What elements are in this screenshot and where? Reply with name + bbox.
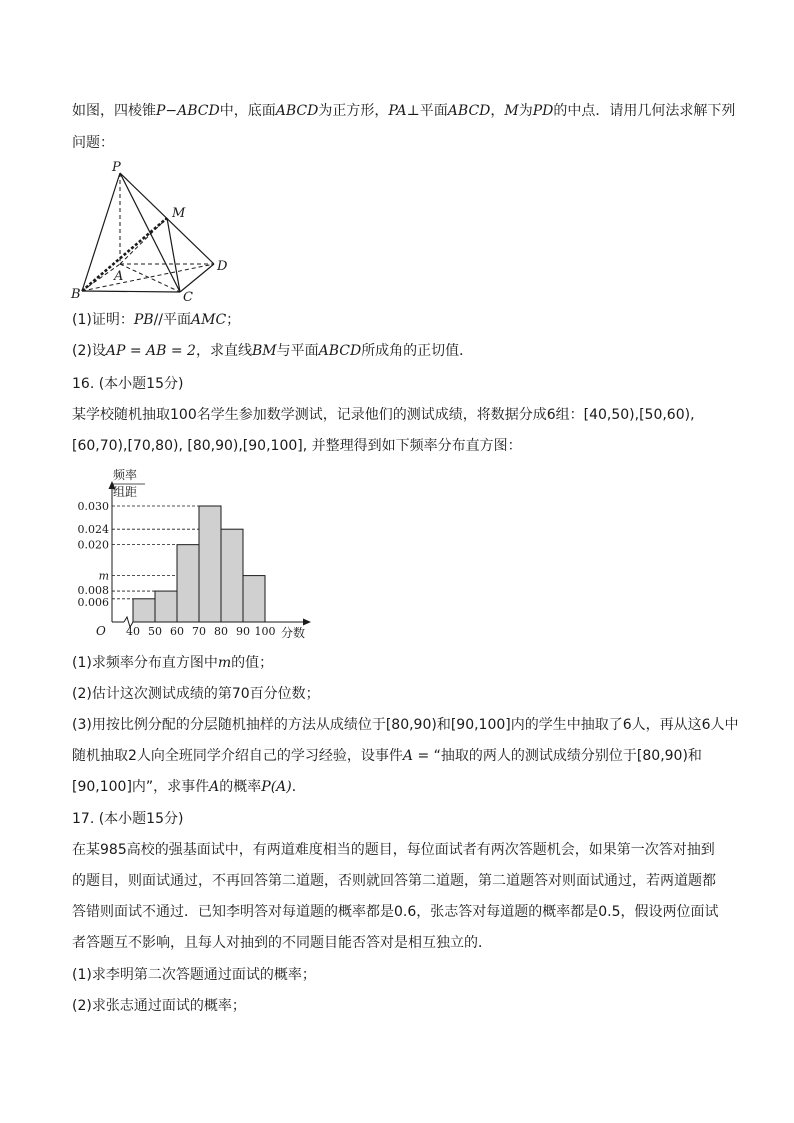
p16-intro-line-1: 某学校随机抽取100名学生参加数学测试，记录他们的测试成绩，将数据分成6组：[40,50),[50,60),	[72, 407, 695, 423]
y-tick-0.024: 0.024	[77, 523, 109, 537]
p16-question-3-line-2: 随机抽取2人向全班同学介绍自己的学习经验，设事件A = “抽取的两人的测试成绩分别位于[80,90)和	[72, 748, 702, 764]
bar-50-60	[155, 591, 177, 622]
x-tick-70: 70	[192, 625, 206, 638]
y-label-top: 频率	[113, 468, 138, 482]
label-D: D	[217, 259, 228, 274]
p17-question-1: (1)求李明第二次答题通过面试的概率；	[72, 967, 316, 983]
x-tick-100: 100	[254, 625, 276, 638]
p16-intro-line-2: [60,70),[70,80), [80,90),[90,100], 并整理得到如下频率分布直方图：	[72, 438, 522, 454]
p17-body-line-3: 答错则面试不通过．已知李明答对每道题的概率都是0.6，张志答对每道题的概率都是0.5，假设两位面试	[72, 904, 719, 920]
label-M: M	[172, 206, 186, 221]
edge-AC	[120, 264, 180, 292]
p17-body-line-2: 的题目，则面试通过，不再回答第二道题，否则就回答第二道题，第二道题答对则面试通过，若两道题都	[72, 873, 716, 889]
frequency-histogram	[68, 462, 323, 642]
origin-label: O	[96, 624, 106, 638]
y-tick-0.020: 0.020	[77, 538, 109, 552]
bar-40-50	[133, 599, 155, 622]
p15-question-1: (1)证明：PB//平面AMC；	[72, 312, 241, 328]
p15-intro-line-1: 如图，四棱锥P−ABCD中，底面ABCD为正方形，PA⊥平面ABCD，M为PD的中点．请用几何法求解下列	[72, 103, 736, 119]
y-label-bottom: 组距	[113, 485, 138, 499]
y-tick-m: m	[98, 569, 109, 583]
bar-80-90	[221, 529, 243, 622]
p17-body-line-4: 者答题互不影响，且每人对抽到的不同题目能否答对是相互独立的．	[72, 935, 492, 951]
p16-question-3-line-3: [90,100]内”，求事件A的概率P(A)．	[72, 779, 306, 795]
p16-question-1: (1)求频率分布直方图中m的值；	[72, 655, 274, 671]
x-axis-arrow-icon	[303, 619, 311, 626]
bar-60-70	[177, 545, 199, 622]
y-tick-0.030: 0.030	[77, 499, 109, 513]
x-tick-80: 80	[214, 625, 228, 638]
p15-intro-line-2: 问题：	[72, 135, 114, 151]
y-tick-0.006: 0.006	[77, 595, 109, 609]
label-B: B	[71, 287, 81, 302]
p17-body-line-1: 在某985高校的强基面试中，有两道难度相当的题目，每位面试者有两次答题机会，如果第一次答对抽到	[72, 842, 715, 858]
y-tick-0.008: 0.008	[77, 584, 109, 598]
x-label: 分数	[281, 626, 306, 640]
label-A: A	[114, 269, 124, 284]
bar-70-80	[199, 506, 221, 622]
p16-question-2: (2)估计这次测试成绩的第70百分位数；	[72, 686, 320, 702]
p15-question-2: (2)设AP = AB = 2，求直线BM与平面ABCD所成角的正切值．	[72, 343, 474, 359]
edge-CD	[180, 264, 214, 292]
x-tick-60: 60	[170, 625, 184, 638]
bar-90-100	[243, 576, 265, 622]
edge-BC	[82, 291, 180, 292]
p16-heading: 16. (本小题15分)	[72, 376, 184, 392]
p17-question-2: (2)求张志通过面试的概率；	[72, 998, 246, 1014]
p17-heading: 17. (本小题15分)	[72, 811, 184, 827]
x-tick-40: 40	[126, 625, 140, 638]
x-tick-50: 50	[148, 625, 162, 638]
label-C: C	[183, 290, 193, 305]
edge-PC	[120, 173, 180, 292]
x-tick-90: 90	[236, 625, 250, 638]
pyramid-figure	[68, 155, 243, 305]
p16-question-3-line-1: (3)用按比例分配的分层随机抽样的方法从成绩位于[80,90)和[90,100]内的学生中抽取了6人，再从这6人中	[72, 717, 739, 733]
label-P: P	[112, 160, 121, 175]
